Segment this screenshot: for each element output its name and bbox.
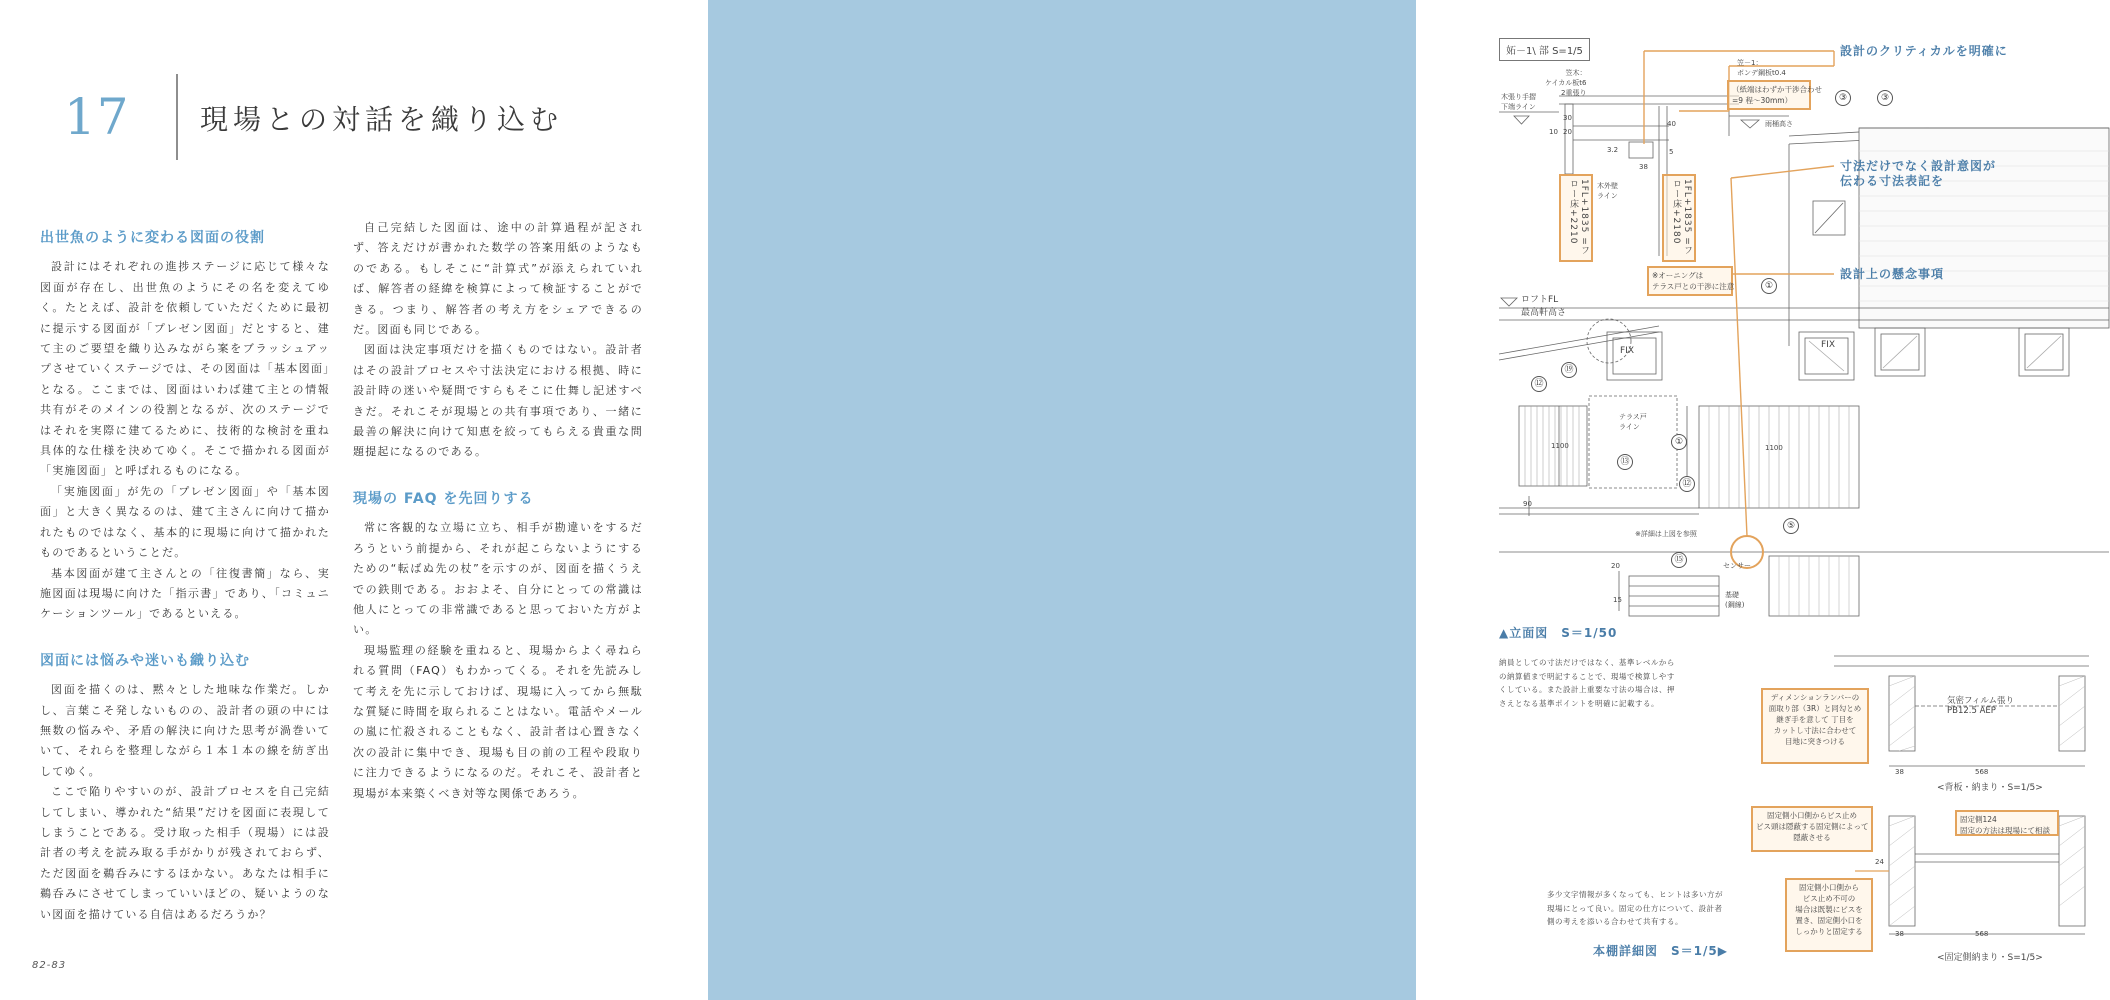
callout-concern: 設計上の懸念事項: [1840, 267, 1945, 281]
page-folio: 82-83: [32, 960, 67, 971]
label-fix-window: FIX: [1821, 340, 1835, 350]
dimension: 90: [1523, 500, 1532, 508]
title-divider: [176, 74, 178, 160]
dimension: 1100: [1765, 444, 1783, 452]
section-heading: 出世魚のように変わる図面の役割: [40, 230, 265, 246]
dimension: 568: [1975, 930, 1989, 938]
label-gutter-height: 雨桶高さ: [1765, 120, 1793, 128]
dimension: 10: [1549, 128, 1558, 136]
dimension: 20: [1563, 128, 1572, 136]
dimension: 38: [1639, 163, 1648, 171]
drawing-sheet: [1459, 16, 2110, 984]
dimension: 568: [1975, 768, 1989, 776]
callout-critical: 設計のクリティカルを明確に: [1840, 44, 2008, 58]
paragraph: 図面は決定事項だけを描くものではない。設計者はその設計プロセスや寸法決定における根拠、時に設計時の迷いや疑問ですらもそこに仕舞し記述すべきだ。それこそが現場との共有事項であり、一緒に最善の解決に向けて知恵を絞ってもらえる貴重な問題提起になるのである。: [353, 343, 643, 459]
paragraph: ここで陥りやすいのが、設計プロセスを自己完結してしまい、導かれた“結果”だけを図面に表現してしまうことである。受け取った相手（現場）には設計者の考えを読み取る手がかりが残されておらず、ただ図面を鵜呑みにするほかない。あなたは相手に鵜呑みにさせてしまっていいほどの、疑いようのない図面を描けている自信はあるだろうか？: [40, 785, 330, 921]
detail-note: 多少文字情報が多くなっても、ヒントは多い方が 現場にとって良い。固定の仕方について、設計者 側の考えを添いる合わせて共有する。: [1547, 890, 1723, 926]
dimension: 15: [1613, 596, 1622, 604]
note-box-dimension-lumber: ディメンションランバーの 面取り部（3R）と同勾とめ 継ぎ手を意して 丁目を カットし寸法に合わせて 目地に突きつける: [1761, 688, 1869, 764]
section-heading: 図面には悩みや迷いも織り込む: [40, 652, 250, 669]
dimension: 40: [1667, 120, 1676, 128]
dimension: 24: [1875, 858, 1884, 866]
chapter-title: 現場との対話を織り込む: [200, 103, 564, 136]
key-marker: ⑫: [1531, 376, 1547, 392]
paragraph: 基本図面が建て主さんとの「往復書簡」なら、実施図面は現場に向けた「指示書」であり、「コミュニケーションツール」であるといえる。: [40, 566, 330, 621]
dimension: 20: [1611, 562, 1620, 570]
key-marker: ⑫: [1679, 476, 1695, 492]
section-heading: 現場の FAQ を先回りする: [353, 490, 534, 507]
note-box-height-1: 1FL+1835 =フロー床+2210: [1559, 174, 1593, 262]
paragraph: 図面を描くのは、黙々とした地味な作業だ。しかし、言葉こそ発しないものの、設計者の頭の中には無数の悩みや、矛盾の解決に向けた思考が渦巻いていて、それらを整理しながら１本１本の線を紡ぎ出してゆく。: [40, 683, 330, 778]
label-sensor: センサー: [1723, 562, 1751, 570]
dimension: 38: [1895, 768, 1904, 776]
text-column-2: [353, 218, 643, 804]
label-see-above: ※詳細は上図を参照: [1635, 530, 1697, 538]
left-page: [0, 0, 708, 1000]
key-marker: ⑬: [1617, 454, 1633, 470]
text-column-1: [40, 228, 330, 925]
label-loft-fl: ロフトFL 最高軒高さ: [1521, 295, 1567, 318]
label-handrail: 木張り手摺 下端ライン: [1501, 93, 1536, 111]
label-coping: 笠木： ケイカル板t6 2重張り: [1545, 69, 1587, 97]
key-marker: ⑮: [1671, 552, 1687, 568]
label-vapor-film: 気密フィルム張り PB12.5 AEP: [1947, 696, 2014, 716]
callout-dimension: 寸法だけでなく設計意図が 伝わる寸法表記を: [1840, 159, 1997, 188]
dimension: 3.2: [1607, 146, 1619, 154]
label-flashing: 笠－1： ボンデ鋼板t0.4: [1737, 59, 1786, 77]
label-terrace-door: テラス戸 ライン: [1619, 413, 1647, 431]
paragraph: 自己完結した図面は、途中の計算過程が記されず、答えだけが書かれた数学の答案用紙のようなものである。もしそこに“計算式”が添えられていれば、解答者の経緯を検算によって検証することができる。つまり、解答者の考え方をシェアできるのだ。図面も同じである。: [353, 221, 643, 337]
dimension: 1100: [1551, 442, 1569, 450]
elevation-note: 納員としての寸法だけではなく、基準レベルから の納算値まで明記することで、現場で検算しやす くしている。また設計上重要な寸法の場合は、押 さえとなる基準ポイントを明確に記載する。: [1499, 658, 1675, 708]
paragraph: 常に客観的な立場に立ち、相手が勘違いをするだろうという前提から、それが起こらないようにするための“転ばぬ先の杖”を示すのが、図面を描くうえでの鉄則である。おおよそ、自分にとっての常識は他人にとっての非常識であると思っておいた方がよい。: [353, 521, 643, 637]
dimension: 5: [1669, 148, 1674, 156]
key-marker: ⑲: [1561, 362, 1577, 378]
note-box-consult: 固定側124 固定の方法は現場にて相談: [1955, 810, 2059, 836]
key-marker: ③: [1877, 90, 1893, 106]
key-marker: ①: [1761, 278, 1777, 294]
paragraph: 設計にはそれぞれの進捗ステージに応じて様々な図面が存在し、出世魚のようにその名を変えてゆく。たとえば、設計を依頼していただくために最初に提示する図面が「プレゼン図面」だとすると、建て主のご要望を織り込みながら案をブラッシュアップさせていくステージでは、その図面は「基本図面」となる。ここまでは、図面はいわば建て主との情報共有がそのメインの役割となるが、次のステージではそれを実際に建てるために、技術的な検討を重ね具体的な仕様を決めてゆく。そこで描かれる図面が「実施図面」と呼ばれるものになる。: [40, 260, 330, 478]
label-wood-wall: 木外壁 ライン: [1597, 182, 1618, 200]
label-fix-window: FIX: [1620, 346, 1634, 356]
note-box-fix-side: 固定側小口側からビス止め ビス頭は隠蔽する固定側によって 隠蔽させる: [1751, 806, 1873, 852]
note-box-height-2: 1FL+1835 =フロー床+2180: [1662, 174, 1696, 262]
key-marker: ③: [1835, 90, 1851, 106]
detail-caption: 本棚詳細図 S＝1/5▶: [1593, 944, 1728, 958]
dimension: 30: [1563, 114, 1572, 122]
scale-label: 妬－1\ 部 S=1/5: [1499, 38, 1590, 61]
label-foundation: 基礎 (鋼線): [1725, 591, 1745, 609]
note-box-awning: ※オーニングは テラス戸との干渉に注意: [1647, 266, 1733, 296]
elevation-caption: ▲立面図 S＝1/50: [1499, 626, 1618, 640]
key-marker: ①: [1671, 434, 1687, 450]
note-box-gap: （紙端はわずか干渉合わせ =9 程～30mm）: [1727, 80, 1811, 110]
sub-caption: <背板・納まり・S=1/5>: [1937, 783, 2043, 793]
paragraph: 現場監理の経験を重ねると、現場からよく尋ねられる質問（FAQ）もわかってくる。それを先読みして考えを先に示しておけば、現場に入ってから無駄な質疑に時間を取られることはない。電話やメールの嵐に忙殺されることもなく、設計者は心置きなく次の設計に集中でき、現場も目の前の工程や段取りに注力できるようになるのだ。それこそ、設計者と現場が本来築くべき対等な関係であろう。: [353, 643, 643, 800]
right-page: [708, 0, 2050, 1000]
dimension: 38: [1895, 930, 1904, 938]
key-marker: ⑤: [1783, 518, 1799, 534]
paragraph: 「実施図面」が先の「プレゼン図面」や「基本図面」と大きく異なるのは、建て主さんに向けて描かれたものではなく、基本的に現場に向けて描かれたものであるということだ。: [40, 484, 330, 560]
note-box-fix-end: 固定側小口側から ビス止め不可の 場合は既製にビスを 置き、固定側小口を しっかりと固定する: [1785, 878, 1873, 952]
sub-caption: <固定側納まり・S=1/5>: [1937, 953, 2043, 963]
chapter-number: 17: [64, 88, 130, 146]
